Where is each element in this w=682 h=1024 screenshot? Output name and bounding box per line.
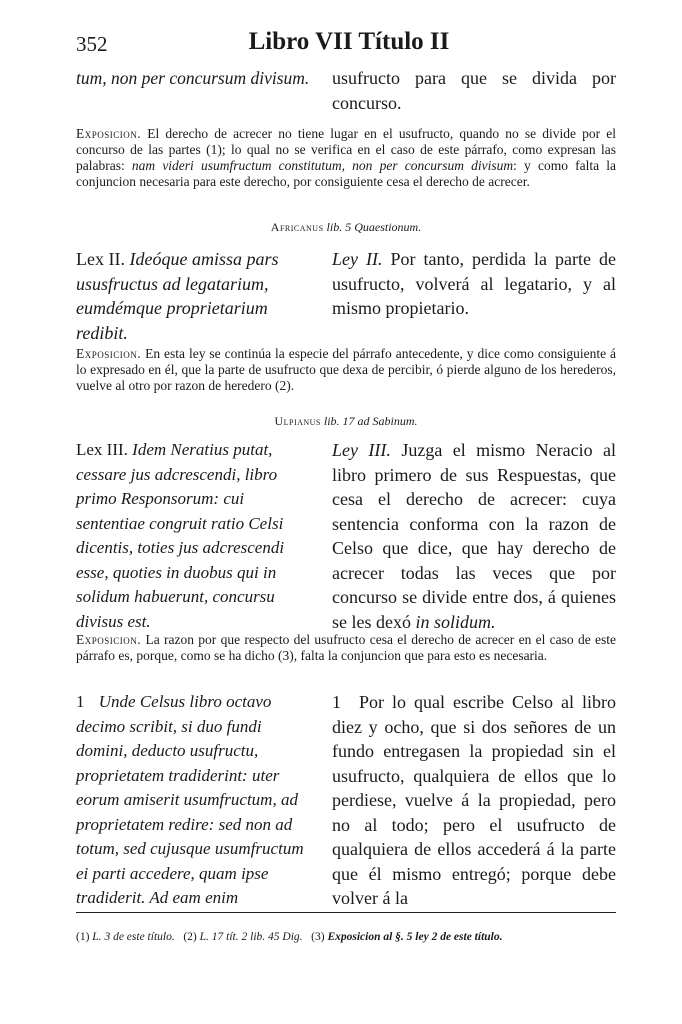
exposition-note-1 <box>76 126 616 190</box>
latin-text-continuation: tum, non per concursum divisum. <box>76 68 310 88</box>
footnotes <box>76 930 616 945</box>
running-title: Libro VII Título II <box>248 28 450 55</box>
lex-3-spanish-heading: Ley III. <box>332 440 391 460</box>
lex-3-latin-heading: Lex III. <box>76 440 128 459</box>
section-1-latin-body: Unde Celsus libro octavo decimo scribit, si duo fundi domini, deducto usufructu, proprietatem tradiderint: uter eorum amiserit usumfructum, ad proprietatem redire: sed non ad totum, sed cujusque usumfructum ei parti accedere, quam ipse tradiderit. Ad eam enim <box>76 692 304 907</box>
footnote-1-mark: (1) <box>76 931 90 943</box>
exposition-text: El derecho de acrecer no tiene lugar en el usufructo, quando no se divide por el concurso de las partes (1); lo qual no se verifica en el caso de este párrafo, como expresan las palabras: <box>76 126 617 173</box>
source-author: Africanus <box>270 220 324 234</box>
exposition-quote: nam videri usumfructum constitutum, non per concursum divisum <box>131 158 514 173</box>
lex-2-spanish-body: Por tanto, perdida la parte de usufructo, volverá al legatario, y al mismo propietario. <box>332 249 616 318</box>
lex-3-spanish-body: Juzga el mismo Neracio al libro primero de sus Respuestas, que cesa el derecho de acrecer: cuya sentencia conforma con la razon de Celso que dice, que hay derecho de acrecer todas las veces que por concurso se divide entre dos, á quienes se les dexó <box>332 440 616 632</box>
source-reference: lib. 5 Quaestionum. <box>326 220 422 234</box>
footnote-2: L. 17 tít. 2 lib. 45 Dig. <box>199 931 303 943</box>
exposition-note-2 <box>76 346 616 394</box>
lex-2-latin-heading: Lex II. <box>76 249 125 269</box>
lex-2-latin <box>76 247 316 345</box>
lex-2-spanish-heading: Ley II. <box>332 249 383 269</box>
exposition-label: Exposicion. <box>76 126 142 141</box>
section-1-latin <box>76 690 316 911</box>
lex-3-spanish-italic: in solidum. <box>415 611 496 632</box>
section-1-spanish <box>332 690 616 911</box>
source-reference: lib. 17 ad Sabinum. <box>323 414 418 428</box>
lex-2-spanish <box>332 247 616 321</box>
exposition-text: En esta ley se continúa la especie del párrafo antecedente, y dice como consiguiente á lo expresado en él, que la parte de usufructo que dexa de percibir, ó pierde alguno de los herederos, vuelve al otro por razon de heredero (2). <box>76 346 617 393</box>
lex-3-spanish <box>332 438 616 634</box>
page-header <box>76 28 622 60</box>
exposition-text: La razon por que respecto del usufructo cesa el derecho de acrecer en el caso de este párrafo es, porque, como se ha dicho (3), falta la conjuncion que para esto es necesaria. <box>76 632 616 663</box>
exposition-label: Exposicion. <box>76 632 142 647</box>
exposition-label: Exposicion. <box>76 346 142 361</box>
section-1-spanish-body: Por lo qual escribe Celso al libro diez y ocho, que si dos señores de un fundo entregasen la propiedad sin el usufructo, qualquiera de ellos que lo perdiese, vuelve á la propiedad, pero no al todo; pero el usufructo de qualquiera de ellos accederá á la parte que él mismo entregó; porque debe volver á la <box>332 692 617 908</box>
lex-3-latin-body: Idem Neratius putat, cessare jus adcrescendi, libro primo Responsorum: cui sententiae congruit ratio Celsi dicentis, toties jus adcrescendi esse, quoties in duobus qui in solidum habuerunt, concursu divisus est. <box>76 440 285 631</box>
footnote-divider <box>76 912 616 913</box>
section-number: 1 <box>76 692 85 711</box>
page-number: 352 <box>76 32 108 56</box>
footnote-1: L. 3 de este título. <box>92 931 175 943</box>
footnote-2-mark: (2) <box>183 931 197 943</box>
source-citation-2 <box>76 414 616 429</box>
source-author: Ulpianus <box>274 414 321 428</box>
source-citation-1 <box>76 220 616 235</box>
spanish-text-continuation: usufructo para que se divida por concurso. <box>332 68 616 113</box>
lex-3-latin <box>76 438 316 634</box>
footnote-3-mark: (3) <box>311 931 325 943</box>
footnote-3: Exposicion al §. 5 ley 2 de este título. <box>327 931 503 943</box>
lex-2-latin-body: Ideóque amissa pars ususfructus ad legatarium, eumdémque proprietarium redibit. <box>76 249 279 343</box>
exposition-note-3 <box>76 632 616 664</box>
section-number: 1 <box>332 692 341 712</box>
exposition-text-end: : y como falta la conjuncion necesaria para este derecho, por consiguiente cesa el derecho de acrecer. <box>76 158 617 189</box>
